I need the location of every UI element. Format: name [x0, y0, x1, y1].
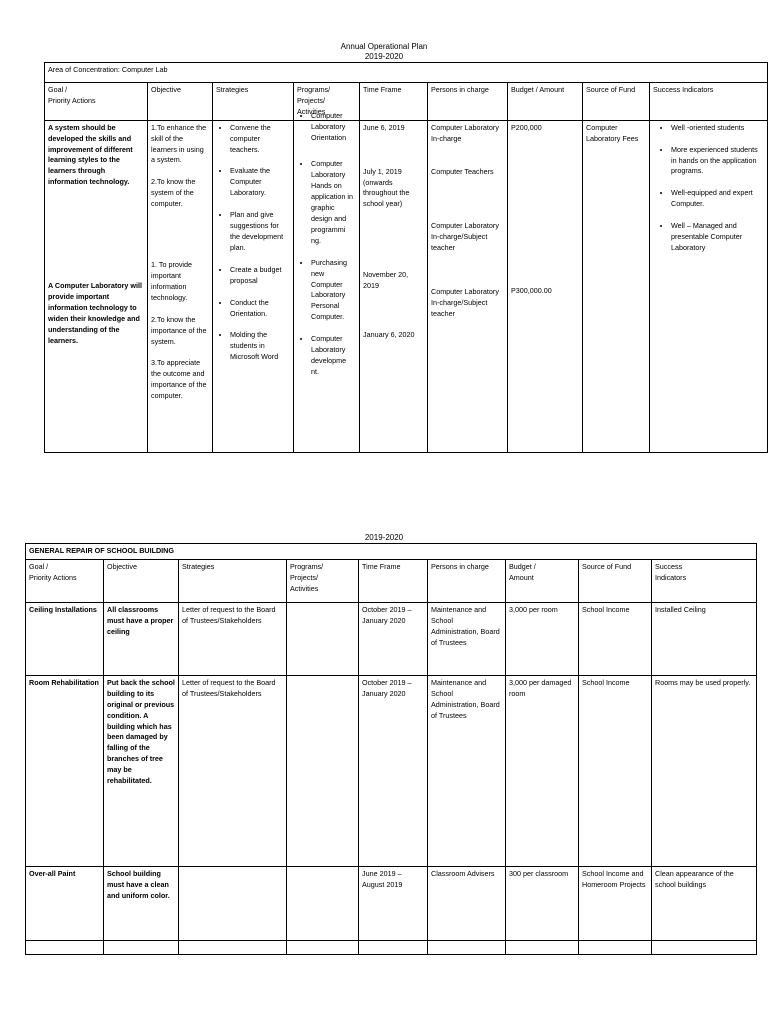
success-cell: Clean appearance of the school buildings [652, 866, 757, 940]
time-frame-cell: October 2019 – January 2020 [359, 675, 428, 866]
strategy-item: • Molding the students in Microsoft Word [230, 330, 290, 363]
budget-cell: 3,000 per room [506, 602, 579, 675]
budget-text: P200,000 [511, 122, 542, 132]
time-frame-text: November 20, 2019 [363, 270, 409, 291]
persons-cell: Maintenance and School Administration, Board of Trustees [428, 602, 506, 675]
strategy-item: • Create a budget proposal [230, 265, 290, 287]
header-time-frame: Time Frame [359, 559, 428, 602]
empty-cell [104, 940, 179, 954]
empty-cell [652, 940, 757, 954]
objective-cell: Put back the school building to its original or previous condition. A building which has been damaged by falling of the branches of tree may be rehabilitated. [104, 675, 179, 866]
person-text: Computer Laboratory In-charge [431, 122, 499, 143]
header-success: Success Indicators [652, 559, 757, 602]
empty-cell [428, 940, 506, 954]
empty-cell [506, 940, 579, 954]
budget-cell: 300 per classroom [506, 866, 579, 940]
empty-cell [287, 940, 359, 954]
strategy-item: • Evaluate the Computer Laboratory. [230, 166, 290, 199]
goal-text: A Computer Laboratory will provide important information technology to widen their knowledge and understanding of the learners. [48, 281, 142, 345]
header-strategies: Strategies [179, 559, 287, 602]
source-cell [583, 120, 650, 452]
strategy-item: • Plan and give suggestions for the development plan. [230, 210, 290, 254]
objective-text: 1. To provide important information technology. [151, 260, 193, 302]
time-frame-text: January 6, 2020 [363, 330, 415, 340]
person-text: Computer Laboratory In-charge/Subject teacher [431, 287, 499, 318]
time-frame-cell: June 2019 – August 2019 [359, 866, 428, 940]
objective-cell: School building must have a clean and uniform color. [104, 866, 179, 940]
goal-cell: Room Rehabilitation [26, 675, 104, 866]
header-goal: Goal / Priority Actions [26, 559, 104, 602]
objective-text: 1.To enhance the skill of the learners in using a system. [151, 122, 207, 165]
empty-cell [359, 940, 428, 954]
program-item: • Computer Laboratory Orientation [311, 111, 356, 144]
budget-text: P300,000.00 [511, 285, 552, 295]
empty-cell [179, 940, 287, 954]
area-of-concentration: Area of Concentration: Computer Lab [45, 63, 768, 83]
objective-cell: All classrooms must have a proper ceiling [104, 602, 179, 675]
programs-cell [287, 675, 359, 866]
programs-cell [294, 110, 360, 452]
source-cell: School Income [579, 602, 652, 675]
source-cell: School Income and Homeroom Projects [579, 866, 652, 940]
goal-cell [45, 120, 148, 452]
header-programs: Programs/ Projects/ Activities [294, 83, 360, 121]
persons-cell [428, 120, 508, 452]
objective-cell [148, 120, 213, 452]
header-goal: Goal / Priority Actions [45, 83, 148, 121]
plan2-year: 2019-2020 [364, 533, 404, 542]
time-frame-cell [360, 120, 428, 452]
success-cell [650, 120, 768, 452]
header-objective: Objective [104, 559, 179, 602]
empty-cell [579, 940, 652, 954]
plan-year: 2019-2020 [364, 52, 404, 61]
plan-body-row [45, 120, 768, 452]
time-frame-cell: October 2019 – January 2020 [359, 602, 428, 675]
header-budget: Budget / Amount [506, 559, 579, 602]
program-item: • Purchasing new Computer Laboratory Personal Computer. [311, 258, 356, 323]
programs-cell [287, 602, 359, 675]
header-programs: Programs/ Projects/ Activities [287, 559, 359, 602]
header-source: Source of Fund [579, 559, 652, 602]
objective-text: 2.To know the importance of the system. [151, 314, 207, 346]
success-cell: Installed Ceiling [652, 602, 757, 675]
success-item: • More experienced students in hands on the application programs. [671, 145, 764, 178]
header-strategies: Strategies [213, 83, 294, 121]
strategies-cell [179, 866, 287, 940]
strategies-cell: Letter of request to the Board of Trustees/Stakeholders [179, 602, 287, 675]
header-budget: Budget / Amount [508, 83, 583, 121]
objective-text: 2.To know the system of the computer. [151, 177, 196, 209]
success-item: • Well -oriented students [671, 123, 764, 134]
success-item: • Well-equipped and expert Computer. [671, 188, 764, 210]
header-row [45, 83, 768, 121]
person-text: Computer Teachers [431, 166, 494, 176]
persons-cell: Maintenance and School Administration, Board of Trustees [428, 675, 506, 866]
header-persons: Persons in charge [428, 559, 506, 602]
program-item: • Computer Laboratory developme nt. [311, 334, 356, 378]
programs-cell [287, 866, 359, 940]
goal-text: A system should be developed the skills and improvement of different learning styles to the learners through information technology. [48, 122, 133, 187]
budget-cell: 3,000 per damaged room [506, 675, 579, 866]
school-building-repair-table [25, 543, 757, 955]
strategy-item: • Conduct the Orientation. [230, 298, 290, 320]
header-success: Success Indicators [650, 83, 768, 121]
plan-title: Annual Operational Plan [340, 42, 428, 51]
source-text: Computer Laboratory Fees [586, 122, 639, 143]
budget-cell [508, 120, 583, 452]
success-item: • Well – Managed and presentable Computer Laboratory [671, 221, 764, 254]
persons-cell: Classroom Advisers [428, 866, 506, 940]
header-source: Source of Fund [583, 83, 650, 121]
table-row [26, 866, 757, 940]
time-frame-text: June 6, 2019 [363, 122, 405, 132]
person-text: Computer Laboratory In-charge/Subject teacher [431, 221, 499, 253]
section-title: GENERAL REPAIR OF SCHOOL BUILDING [26, 544, 757, 560]
strategy-item: • Convene the computer teachers. [230, 123, 290, 156]
table-row [26, 602, 757, 675]
header-row [26, 559, 757, 602]
source-cell: School Income [579, 675, 652, 866]
program-item: • Computer Laboratory Hands on application in graphic design and programmi ng. [311, 159, 356, 246]
empty-cell [26, 940, 104, 954]
success-cell: Rooms may be used properly. [652, 675, 757, 866]
header-time-frame: Time Frame [360, 83, 428, 121]
objective-text: 3.To appreciate the outcome and importance of the computer. [151, 358, 207, 401]
goal-cell: Over-all Paint [26, 866, 104, 940]
empty-row [26, 940, 757, 954]
goal-cell: Ceiling Installations [26, 602, 104, 675]
table-row [26, 675, 757, 866]
header-objective: Objective [148, 83, 213, 121]
time-frame-text: July 1, 2019 (onwards throughout the school year) [363, 166, 410, 209]
computer-lab-plan-table [44, 62, 768, 453]
strategies-cell [213, 120, 294, 452]
strategies-cell: Letter of request to the Board of Trustees/Stakeholders [179, 675, 287, 866]
header-persons: Persons in charge [428, 83, 508, 121]
